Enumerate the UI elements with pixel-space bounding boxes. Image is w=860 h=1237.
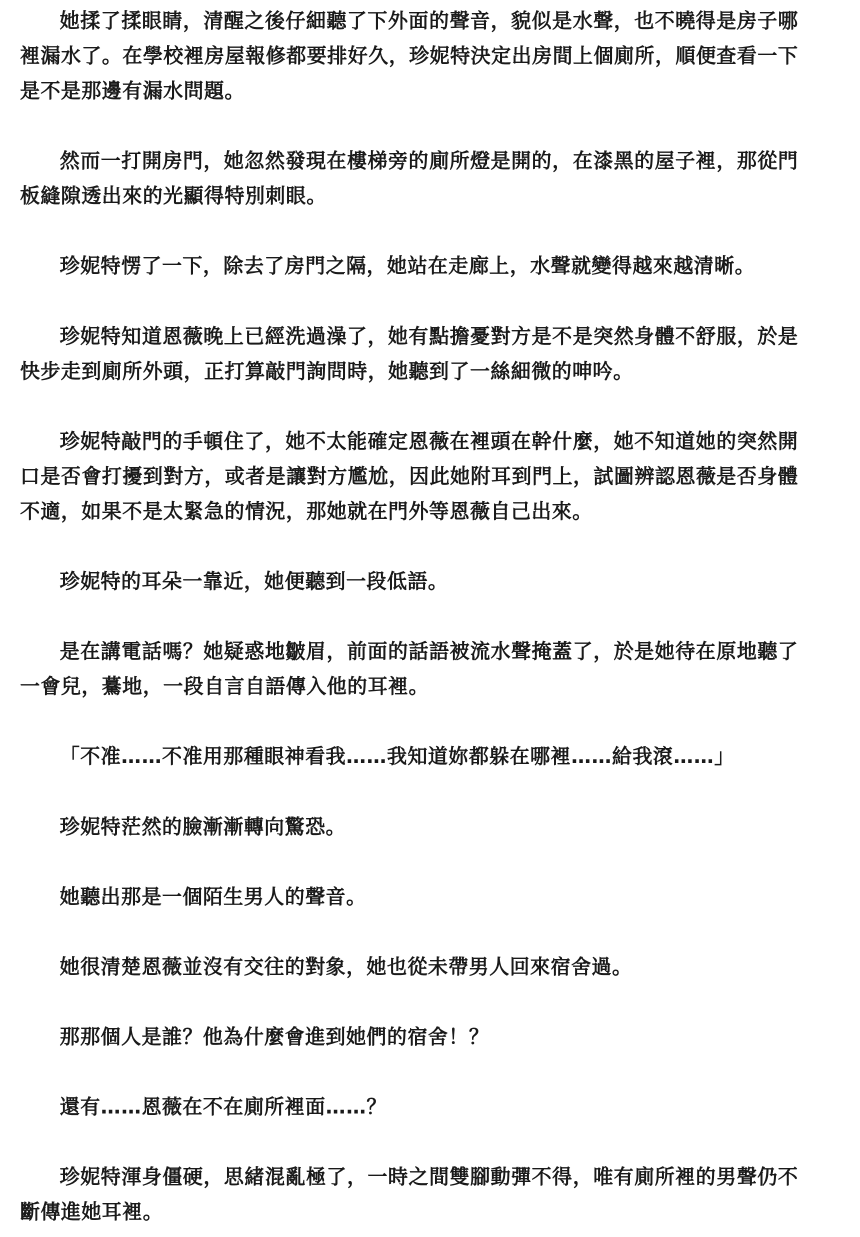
paragraph-3: 珍妮特愣了一下，除去了房門之隔，她站在走廊上，水聲就變得越來越清晰。 [59,254,756,278]
paragraph-10: 她聽出那是一個陌生男人的聲音。 [59,885,367,909]
paragraph-7: 是在講電話嗎？她疑惑地皺眉，前面的話語被流水聲掩蓋了，於是她待在原地聽了一會兒，驀地，一段自言自語傳入他的耳裡。 [20,640,799,698]
paragraph-4: 珍妮特知道恩薇晚上已經洗過澡了，她有點擔憂對方是不是突然身體不舒服，於是快步走到廁所外頭，正打算敲門詢問時，她聽到了一絲細微的呻吟。 [20,324,799,383]
paragraph-2: 然而一打開房門，她忽然發現在樓梯旁的廁所燈是開的，在漆黑的屋子裡，那從門板縫隙透出來的光顯得特別刺眼。 [20,149,799,208]
paragraph-5: 珍妮特敲門的手頓住了，她不太能確定恩薇在裡頭在幹什麼，她不知道她的突然開口是否會打擾到對方，或者是讓對方尷尬，因此她附耳到門上，試圖辨認恩薇是否身體不適，如果不是太緊急的情況，那她就在門外等恩薇自己出來。 [20,429,799,523]
paragraph-9: 珍妮特茫然的臉漸漸轉向驚恐。 [59,815,347,838]
paragraph-12: 那那個人是誰？他為什麼會進到她們的宿舍！？ [59,1025,490,1049]
paragraph-11: 她很清楚恩薇並沒有交往的對象，她也從未帶男人回來宿舍過。 [59,955,633,979]
paragraph-8: 「不准……不准用那種眼神看我……我知道妳都躲在哪裡……給我滾……」 [59,745,735,768]
paragraph-13: 還有……恩薇在不在廁所裡面……？ [59,1095,388,1119]
paragraph-6: 珍妮特的耳朵一靠近，她便聽到一段低語。 [59,570,449,593]
paragraph-14: 珍妮特渾身僵硬，思緒混亂極了，一時之間雙腳動彈不得，唯有廁所裡的男聲仍不斷傳進她耳裡。 [20,1165,799,1224]
paragraph-1: 她揉了揉眼睛，清醒之後仔細聽了下外面的聲音，貌似是水聲，也不曉得是房子哪裡漏水了。在學校裡房屋報修都要排好久，珍妮特決定出房間上個廁所，順便查看一下是不是那邊有漏水問題。 [20,9,799,103]
